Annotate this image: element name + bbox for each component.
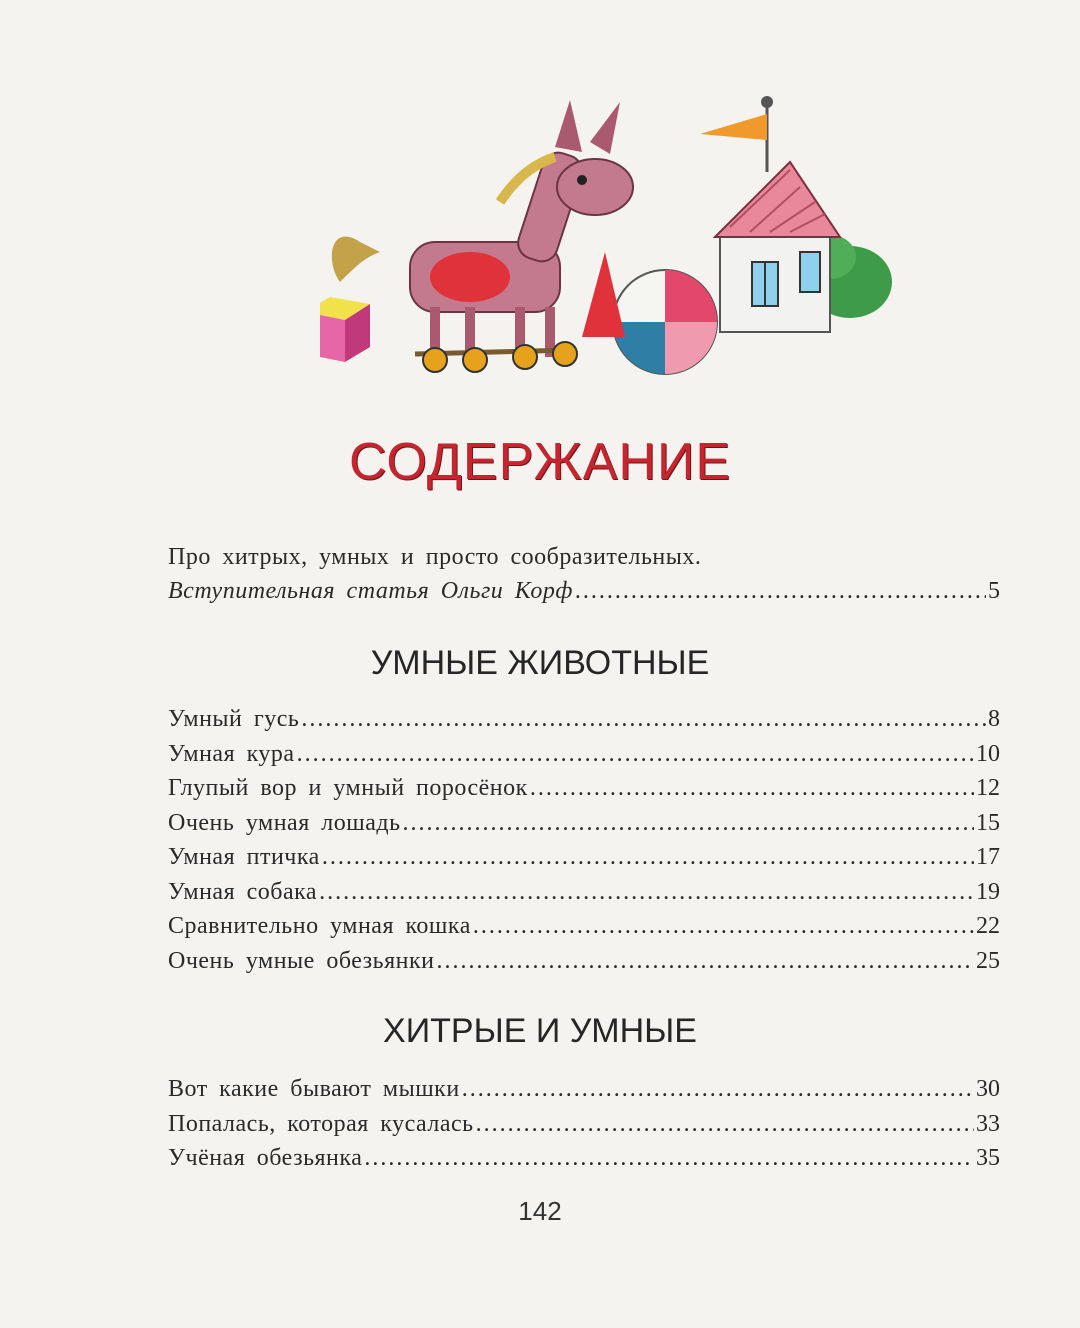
leader-dots bbox=[575, 574, 986, 608]
entry-page: 30 bbox=[976, 1076, 1000, 1102]
intro-entry[interactable] bbox=[168, 540, 1000, 608]
toc-entry[interactable] bbox=[168, 1107, 1000, 1142]
entry-title: Умная собака bbox=[168, 878, 318, 905]
entry-page: 15 bbox=[976, 809, 1000, 836]
entry-page: 10 bbox=[976, 740, 1000, 767]
section-heading-cunning-and-smart: ХИТРЫЕ И УМНЫЕ bbox=[383, 1012, 697, 1050]
toc-entry[interactable] bbox=[168, 1141, 1000, 1176]
section-heading-smart-animals: УМНЫЕ ЖИВОТНЫЕ bbox=[370, 644, 710, 682]
toc-entry[interactable] bbox=[168, 909, 1000, 944]
toys-illustration bbox=[320, 92, 900, 392]
contents-list-smart-animals bbox=[168, 702, 1000, 978]
contents-list-cunning-and-smart bbox=[168, 1072, 1000, 1176]
leader-dots bbox=[297, 737, 974, 772]
intro-subtitle: Вступительная статья Ольги Корф bbox=[168, 578, 573, 604]
contents-title: СОДЕРЖАНИЕ bbox=[348, 433, 732, 491]
intro-subtitle-line bbox=[168, 574, 1000, 608]
toc-entry[interactable] bbox=[168, 840, 1000, 875]
entry-title: Глупый вор и умный поросёнок bbox=[168, 775, 528, 801]
entry-title: Умная птичка bbox=[168, 844, 320, 870]
leader-dots bbox=[403, 806, 974, 841]
entry-title: Очень умная лошадь bbox=[168, 809, 401, 836]
entry-page: 22 bbox=[976, 913, 1000, 939]
leader-dots bbox=[462, 1072, 974, 1107]
toc-entry[interactable] bbox=[168, 771, 1000, 806]
intro-title: Про хитрых, умных и просто сообразительных. bbox=[168, 544, 702, 570]
leader-dots bbox=[322, 840, 974, 875]
entry-title: Умный гусь bbox=[168, 706, 300, 732]
leader-dots bbox=[301, 702, 986, 737]
entry-title: Сравнительно умная кошка bbox=[168, 913, 471, 939]
toc-entry[interactable] bbox=[168, 944, 1000, 979]
leader-dots bbox=[476, 1107, 974, 1142]
entry-page: 12 bbox=[976, 775, 1000, 801]
leader-dots bbox=[530, 771, 974, 806]
entry-page: 8 bbox=[988, 706, 1000, 732]
block-icon bbox=[320, 297, 370, 362]
entry-page: 19 bbox=[976, 878, 1000, 905]
intro-page: 5 bbox=[988, 578, 1000, 604]
ball-icon bbox=[613, 270, 717, 374]
pyramid-icon bbox=[582, 252, 625, 337]
toc-entry[interactable] bbox=[168, 806, 1000, 841]
page-number: 142 bbox=[518, 1196, 562, 1226]
entry-page: 17 bbox=[976, 844, 1000, 870]
entry-page: 33 bbox=[976, 1110, 1000, 1137]
leader-dots bbox=[364, 1141, 974, 1176]
toc-entry[interactable] bbox=[168, 702, 1000, 737]
leader-dots bbox=[437, 944, 975, 979]
entry-title: Учёная обезьянка bbox=[168, 1145, 363, 1171]
flag-icon bbox=[700, 96, 773, 172]
leader-dots bbox=[319, 875, 974, 910]
toc-entry[interactable] bbox=[168, 875, 1000, 910]
toc-entry[interactable] bbox=[168, 737, 1000, 772]
entry-page: 35 bbox=[976, 1145, 1000, 1171]
entry-title: Вот какие бывают мышки bbox=[168, 1076, 460, 1102]
entry-title: Попалась, которая кусалась bbox=[168, 1110, 474, 1137]
house-icon bbox=[715, 162, 840, 332]
entry-page: 25 bbox=[976, 947, 1000, 974]
entry-title: Умная кура bbox=[168, 740, 295, 767]
leader-dots bbox=[473, 909, 974, 944]
toc-entry[interactable] bbox=[168, 1072, 1000, 1107]
entry-title: Очень умные обезьянки bbox=[168, 947, 435, 974]
intro-title-line bbox=[168, 540, 1000, 574]
